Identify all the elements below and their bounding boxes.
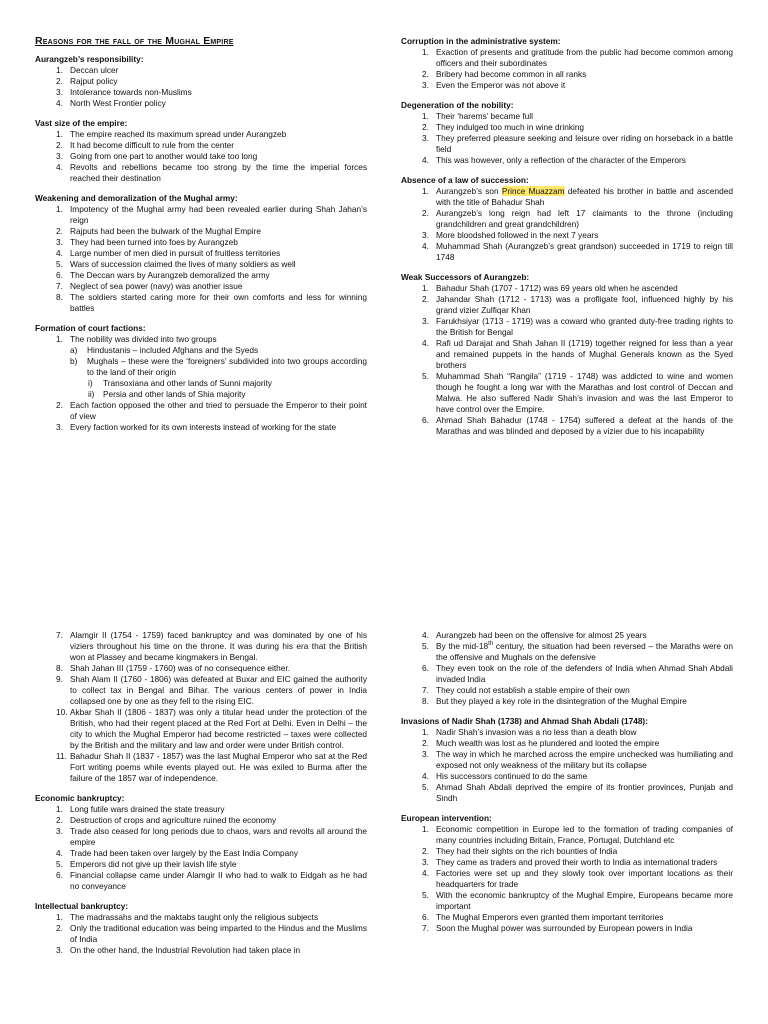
list-item [35,912,367,923]
item-text: Destruction of crops and agriculture ruined the economy [70,815,277,825]
list-item [35,87,367,98]
list-item [35,129,367,140]
list-item [35,98,367,109]
item-text: century, the situation had been reversed – the Maraths were on the offensive and Mughals on the defensive [436,641,733,662]
list-number: 1. [56,129,63,139]
item-text: Economic competition in Europe led to the formation of trading companies of many countries including Britain, France, Portugal, Dutchland etc [436,824,733,845]
item-text: Deccan ulcer [70,65,119,75]
list-number: 1. [56,912,63,922]
list-number: 4. [422,771,429,781]
list-item [401,122,733,133]
item-text: Wars of succession claimed the lives of many soldiers as well [70,259,296,269]
list-number: 4. [422,630,429,640]
section-heading: Aurangzeb’s responsibility: [35,54,144,64]
item-text: Each faction opposed the other and tried to persuade the Emperor to their point of view [70,400,367,421]
item-text: Trade also ceased for long periods due to chaos, wars and revolts all around the empire [70,826,367,847]
section [401,100,733,166]
list-item [35,422,367,433]
highlighted-text: Prince Muazzam [501,186,565,196]
list-number: 2. [422,846,429,856]
list-item [401,133,733,155]
list-item [401,80,733,91]
list-item [401,824,733,846]
list-number: 4. [422,241,429,251]
list-item [401,846,733,857]
list-number: 4. [56,248,63,258]
page-1-right-column [401,36,733,446]
list-item [401,371,733,415]
section [401,272,733,437]
list-item [401,47,733,69]
list-number: i) [88,378,93,388]
list-number: 2. [422,69,429,79]
item-text: Intolerance towards non-Muslims [70,87,192,97]
list-item [35,870,367,892]
list-number: 3. [422,316,429,326]
list-item [401,415,733,437]
list-number: 8. [56,292,63,302]
list-item [35,248,367,259]
list-number: 4. [422,155,429,165]
list-number: 2. [56,400,63,410]
list-number: 5. [422,641,429,651]
list-item [401,294,733,316]
list-number: 4. [422,868,429,878]
item-text: They preferred pleasure seeking and leisure over riding on horseback in a battle field [436,133,733,154]
list-item [35,292,367,314]
section [35,118,367,184]
section-heading: European intervention: [401,813,492,823]
list-number: 3. [56,422,63,432]
section [35,793,367,892]
item-text: With the economic bankruptcy of the Mughal Empire, Europeans became more important [436,890,733,911]
item-text: They had their sights on the rich bounties of India [436,846,618,856]
item-text: They came as traders and proved their worth to India as international traders [436,857,718,867]
list-item [401,69,733,80]
list-number: 5. [422,890,429,900]
document-title: Reasons for the fall of the Mughal Empire [35,35,234,47]
list-item [35,826,367,848]
item-text: The way in which he marched across the empire unchecked was humiliating and exposed not only weakness of the military but its collapse [436,749,733,770]
section [35,54,367,109]
list-number: 6. [422,912,429,922]
list-number: 3. [422,749,429,759]
list-number: 4. [56,848,63,858]
section-heading: Corruption in the administrative system: [401,36,561,46]
list-number: 1. [422,824,429,834]
item-text: Ahmad Shah Bahadur (1748 - 1754) suffered a defeat at the hands of the Marathas and was blinded and deposed by a vizier due to his incapability [436,415,733,436]
item-text: Transoxiana and other lands of Sunni majority [103,378,272,388]
list-item [35,140,367,151]
list-item [401,868,733,890]
list-number: 3. [56,87,63,97]
list-item [35,334,367,345]
item-text: Financial collapse came under Alamgir II who had to walk to Eidgah as he had no conveyance [70,870,367,891]
item-text: Shah Jahan III (1759 - 1760) was of no consequence either. [70,663,291,673]
list-item [35,281,367,292]
list-item [401,208,733,230]
list-number: 6. [422,663,429,673]
item-text: But they played a key role in the disintegration of the Mughal Empire [436,696,687,706]
list-number: 3. [422,230,429,240]
item-text: Emperors did not give up their lavish life style [70,859,237,869]
list-number: 5. [56,859,63,869]
list-number: 10. [56,707,68,717]
item-text: Rafi ud Darajat and Shah Jahan II (1719) together reigned for less than a year and remained puppets in the hands of Mughal Generals known as the Syed brothers [436,338,733,370]
item-text: Bahadur Shah (1707 - 1712) was 69 years old when he ascended [436,283,678,293]
item-text: Much wealth was lost as he plundered and looted the empire [436,738,660,748]
list-number: 11. [56,751,67,761]
list-item [401,749,733,771]
numbered-list [401,283,733,437]
item-text: Jahandar Shah (1712 - 1713) was a profligate fool, influenced highly by his grand vizier Zulfiqar Khan [436,294,733,315]
list-number: 1. [422,111,429,121]
item-text: Long futile wars drained the state treasury [70,804,225,814]
section [35,193,367,314]
list-number: 2. [56,815,63,825]
list-item [401,890,733,912]
item-text: More bloodshed followed in the next 7 years [436,230,599,240]
list-number: 6. [56,870,63,880]
list-number: 3. [56,237,63,247]
item-text: Large number of men died in pursuit of fruitless territories [70,248,281,258]
section [401,630,733,707]
list-number: 5. [422,371,429,381]
numbered-list [401,47,733,91]
item-text: Neglect of sea power (navy) was another issue [70,281,243,291]
item-text: Persia and other lands of Shia majority [103,389,246,399]
item-text: Exaction of presents and gratitude from the public had become common among officers and their subordinates [436,47,733,68]
item-text: His successors continued to do the same [436,771,588,781]
section-heading: Weak Successors of Aurangzeb: [401,272,530,282]
page-1-left-column [35,36,367,442]
numbered-list [401,186,733,263]
list-number: 1. [56,804,63,814]
list-item [401,771,733,782]
item-text: This was however, only a reflection of the character of the Emperors [436,155,686,165]
list-number: 1. [422,47,429,57]
list-number: 3. [422,80,429,90]
numbered-list [401,111,733,166]
list-item [35,400,367,422]
list-item [401,186,733,208]
list-item [401,696,733,707]
section [401,175,733,263]
list-item [35,815,367,826]
list-number: a) [70,345,78,355]
list-item [401,857,733,868]
item-text: By the mid-18 [436,641,489,651]
list-item [401,912,733,923]
item-text: Shah Alam II (1760 - 1806) was defeated at Buxar and EIC gained the authority to collect tax in Bengal and Bihar. The various centers of power in India collapsed one by one as they fell to the rising EIC. [70,674,367,706]
section [35,901,367,956]
section [401,716,733,804]
list-item [401,155,733,166]
list-item [35,630,367,663]
section [35,630,367,784]
item-text: Nadir Shah’s invasion was a no less than a death blow [436,727,637,737]
numbered-list [401,630,733,707]
list-item [401,782,733,804]
section-heading: Economic bankruptcy: [35,793,125,803]
item-text: Aurangzeb had been on the offensive for almost 25 years [436,630,647,640]
item-text: Even the Emperor was not above it [436,80,566,90]
section-heading: Invasions of Nadir Shah (1738) and Ahmad Shah Abdali (1748): [401,716,648,726]
list-item [35,945,367,956]
item-text: Their ‘harems’ became full [436,111,533,121]
list-item [401,630,733,641]
list-item [401,230,733,241]
item-text: The soldiers started caring more for their own comforts and less for winning battles [70,292,367,313]
list-item [35,345,367,356]
item-text: Akbar Shah II (1806 - 1837) was only a titular head under the protection of the British, who had their regent placed at the Red Fort at Delhi. Even in Delhi – the city to which the Mughal Emperor had become restricted – taxes were collected by the British and the military and law and order were under British control. [70,707,367,750]
list-item [35,162,367,184]
list-item [35,226,367,237]
list-number: 6. [56,270,63,280]
list-item [401,923,733,934]
list-number: 7. [422,685,429,695]
list-item [401,685,733,696]
item-text: Bribery had become common in all ranks [436,69,587,79]
superscript: th [488,641,494,648]
list-number: 4. [56,162,63,172]
list-item [35,204,367,226]
list-item [35,259,367,270]
list-number: 8. [56,663,63,673]
section-heading: Absence of a law of succession: [401,175,529,185]
section [401,813,733,934]
item-text: Muhammad Shah (Aurangzeb’s great grandson) succeeded in 1719 to reign till 1748 [436,241,733,262]
item-text: Going from one part to another would take too long [70,151,258,161]
list-number: 2. [56,140,63,150]
item-text: The Deccan wars by Aurangzeb demoralized the army [70,270,270,280]
list-number: 3. [56,826,63,836]
item-text: Revolts and rebellions became too strong by the time the imperial forces reached their destination [70,162,367,183]
list-number: 5. [56,259,63,269]
list-number: 3. [56,151,63,161]
section-heading: Intellectual bankruptcy: [35,901,129,911]
list-item [35,923,367,945]
item-text: On the other hand, the Industrial Revolution had taken place in [70,945,301,955]
list-number: 2. [422,294,429,304]
list-item [401,338,733,371]
numbered-list [35,334,367,433]
numbered-list [35,129,367,184]
item-text: Soon the Mughal power was surrounded by European powers in India [436,923,693,933]
item-text: Aurangzeb’s long reign had left 17 claimants to the throne (including grandchildren and great grandchildren) [436,208,733,229]
list-item [35,76,367,87]
section [401,36,733,91]
item-text: They could not establish a stable empire of their own [436,685,630,695]
list-number: 1. [422,186,429,196]
list-number: 5. [422,782,429,792]
list-item [401,663,733,685]
list-item [35,65,367,76]
item-text: Farukhsiyar (1713 - 1719) was a coward who granted duty-free trading rights to the British for Bengal [436,316,733,337]
list-number: 2. [422,208,429,218]
item-text: Ahmad Shah Abdali deprived the empire of its frontier provinces, Punjab and Sindh [436,782,733,803]
item-text: Hindustanis – included Afghans and the Syeds [87,345,259,355]
section [35,323,367,433]
list-number: 9. [56,674,63,684]
list-item [35,804,367,815]
list-number: 1. [422,727,429,737]
list-number: 7. [56,630,63,640]
list-number: 7. [422,923,429,933]
list-number: 6. [422,415,429,425]
list-item [401,111,733,122]
item-text: Trade had been taken over largely by the East India Company [70,848,298,858]
item-text: Every faction worked for its own interests instead of working for the state [70,422,337,432]
list-number: 2. [422,738,429,748]
list-number: 2. [56,923,63,933]
section-heading: Weakening and demoralization of the Mughal army: [35,193,238,203]
item-text: They even took on the role of the defenders of India when Ahmad Shah Abdali invaded India [436,663,733,684]
list-number: 1. [422,283,429,293]
item-text: Mughals – these were the ‘foreigners’ subdivided into two groups according to the land of their origin [87,356,367,377]
list-number: 2. [56,226,63,236]
list-item [401,316,733,338]
list-item [35,270,367,281]
list-number: 7. [56,281,63,291]
item-text: It had become difficult to rule from the center [70,140,235,150]
item-text: Factories were set up and they slowly took over important locations as their headquarters for trade [436,868,733,889]
list-number: 4. [56,98,63,108]
list-number: 1. [56,334,63,344]
item-text: defeated his brother in battle and ascended with the title of Bahadur Shah [436,186,733,207]
item-text: Alamgir II (1754 - 1759) faced bankruptcy and was dominated by one of his viziers throughout his time on the throne. It was during his era that the British won at Plassey and became kingmakers in Bengal. [70,630,367,662]
list-item [401,727,733,738]
list-number: 3. [422,133,429,143]
page-2 [0,618,768,1024]
numbered-list [35,912,367,956]
list-item [401,241,733,263]
list-item [401,738,733,749]
item-text: Impotency of the Mughal army had been revealed earlier during Shah Jahan’s reign [70,204,367,225]
item-text: They had been turned into foes by Aurangzeb [70,237,238,247]
item-text: Rajputs had been the bulwark of the Mughal Empire [70,226,261,236]
item-text: Rajput policy [70,76,118,86]
list-item [35,378,367,389]
list-number: 8. [422,696,429,706]
list-item [401,641,733,663]
list-item [35,151,367,162]
list-item [35,663,367,674]
item-text: North West Frontier policy [70,98,166,108]
list-number: 1. [56,204,63,214]
section-heading: Formation of court factions: [35,323,146,333]
list-item [35,356,367,378]
numbered-list [401,824,733,934]
list-number: ii) [88,389,95,399]
page-2-right-column [401,630,733,943]
list-item [35,674,367,707]
numbered-list [35,630,367,784]
item-text: Muhammad Shah “Rangila” (1719 - 1748) was addicted to wine and women though he fought a long war with the Marathas and lost control of Deccan and Malwa. He also suffered Nadir Shah’s invasion and was the last Emperor to have control over the Empire. [436,371,733,414]
list-item [401,283,733,294]
page-2-left-column [35,630,367,965]
list-number: 3. [422,857,429,867]
item-text: Bahadur Shah II (1837 - 1857) was the last Mughal Emperor who sat at the Red Fort writing poems while events played out. He was exiled to Burma after the failure of the 1857 war of independence. [70,751,367,783]
list-number: 2. [56,76,63,86]
item-text: Only the traditional education was being imparted to the Hindus and the Muslims of India [70,923,367,944]
list-item [35,859,367,870]
list-number: b) [70,356,78,366]
item-text: Aurangzeb’s son [436,186,502,196]
numbered-list [35,804,367,892]
section-heading: Vast size of the empire: [35,118,128,128]
list-number: 3. [56,945,63,955]
list-number: 1. [56,65,63,75]
list-item [35,751,367,784]
numbered-list [35,65,367,109]
numbered-list [401,727,733,804]
item-text: The nobility was divided into two groups [70,334,217,344]
list-item [35,707,367,751]
list-number: 2. [422,122,429,132]
section-heading: Degeneration of the nobility: [401,100,514,110]
item-text: The empire reached its maximum spread under Aurangzeb [70,129,287,139]
list-item [35,237,367,248]
numbered-list [35,204,367,314]
list-number: 4. [422,338,429,348]
item-text: They indulged too much in wine drinking [436,122,585,132]
list-item [35,389,367,400]
item-text: The madrassahs and the maktabs taught only the religious subjects [70,912,319,922]
item-text: The Mughal Emperors even granted them important territories [436,912,664,922]
list-item [35,848,367,859]
